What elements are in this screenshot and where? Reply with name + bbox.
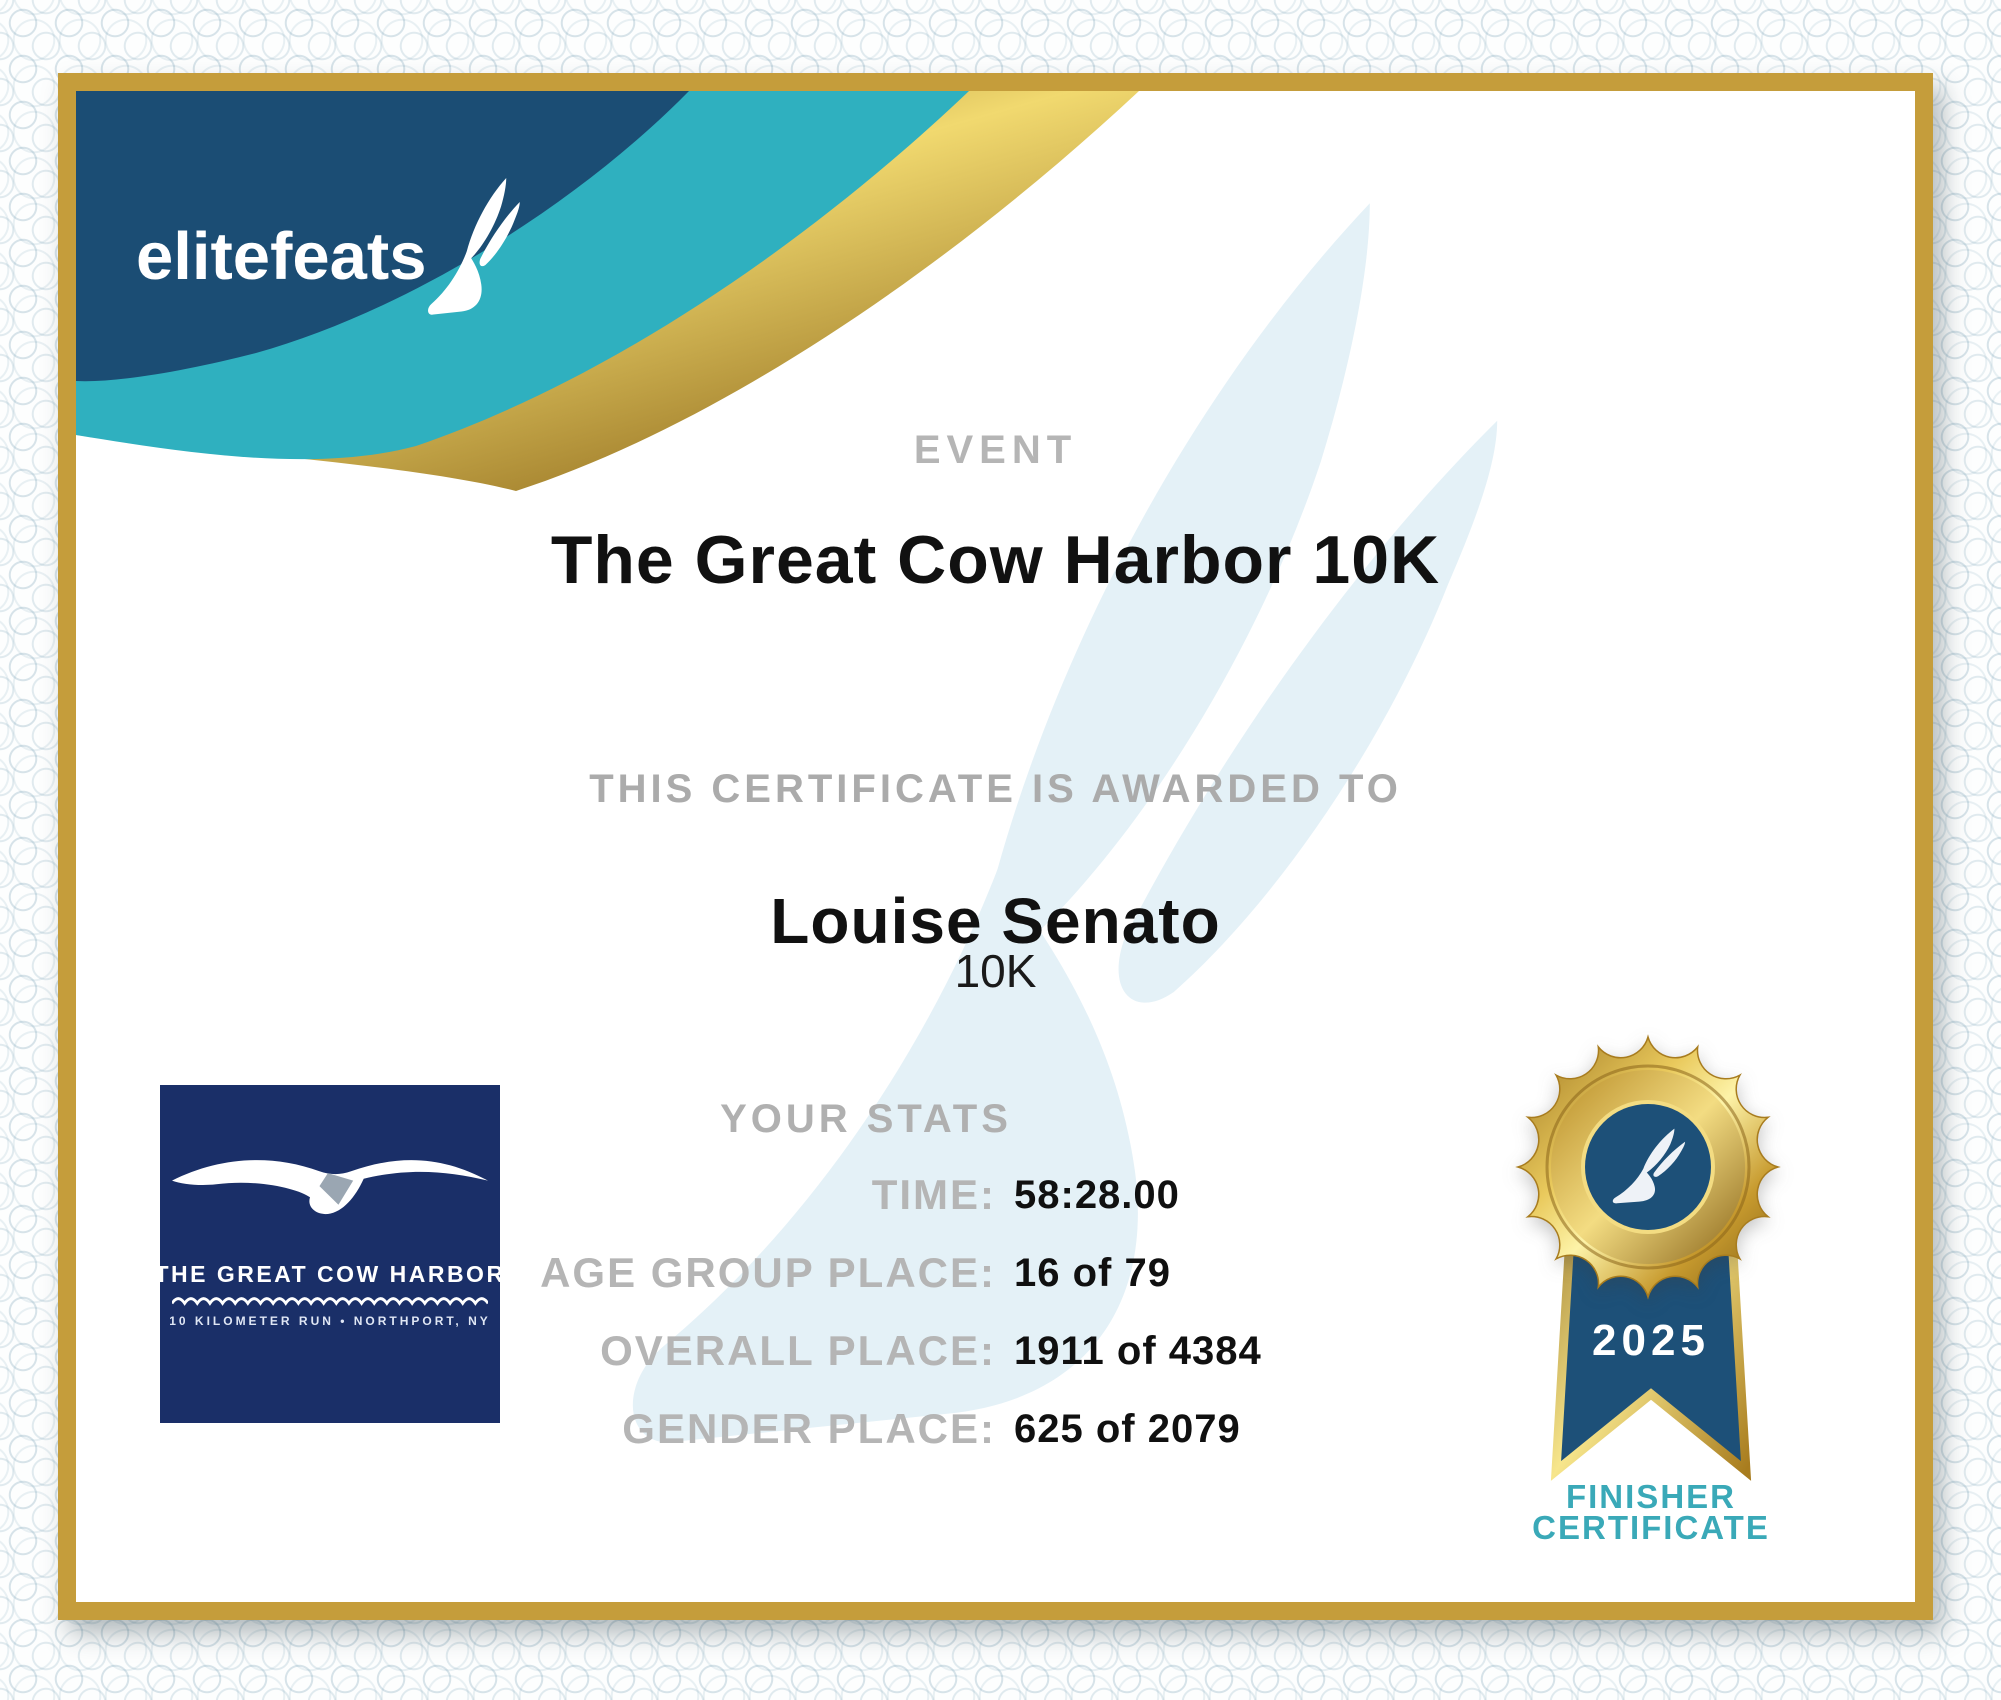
finisher-caption [1481, 1478, 1821, 1546]
stat-value: 16 of 79 [1014, 1250, 1171, 1295]
stat-label: TIME: [871, 1171, 996, 1218]
wave-divider [172, 1294, 488, 1308]
cow-harbor-race-logo [154, 1085, 506, 1423]
race-logo-title: THE GREAT COW HARBOR [154, 1261, 506, 1287]
certificate-frame [58, 73, 1933, 1620]
stat-value: 1911 of 4384 [1014, 1328, 1262, 1373]
seagull-icon [172, 1123, 488, 1253]
stat-value: 58:28.00 [1014, 1172, 1180, 1217]
awarded-to-label: THIS CERTIFICATE IS AWARDED TO [589, 767, 1402, 811]
badge-year: 2025 [1592, 1316, 1710, 1365]
stat-label: GENDER PLACE: [622, 1405, 996, 1452]
race-division: 10K [954, 945, 1037, 997]
stat-label: AGE GROUP PLACE: [540, 1249, 996, 1296]
stat-value: 625 of 2079 [1014, 1406, 1241, 1451]
event-name: The Great Cow Harbor 10K [550, 522, 1441, 598]
elitefeats-logo-text: elitefeats [136, 219, 427, 294]
certificate-body [76, 91, 1915, 1602]
stats-heading: YOUR STATS [720, 1097, 1012, 1141]
gold-rosette-medal [1508, 1027, 1788, 1307]
race-logo-subtitle: 10 KILOMETER RUN • NORTHPORT, NY [169, 1314, 491, 1328]
elitefeats-logo [136, 187, 526, 325]
stat-label: OVERALL PLACE: [600, 1327, 996, 1374]
event-label: EVENT [913, 428, 1078, 472]
finisher-caption-line1: FINISHER [1565, 1478, 1736, 1515]
elitefeats-winged-foot-icon [422, 175, 526, 325]
finisher-caption-line2: CERTIFICATE [1532, 1509, 1770, 1546]
runner-name: Louise Senato [770, 885, 1221, 957]
